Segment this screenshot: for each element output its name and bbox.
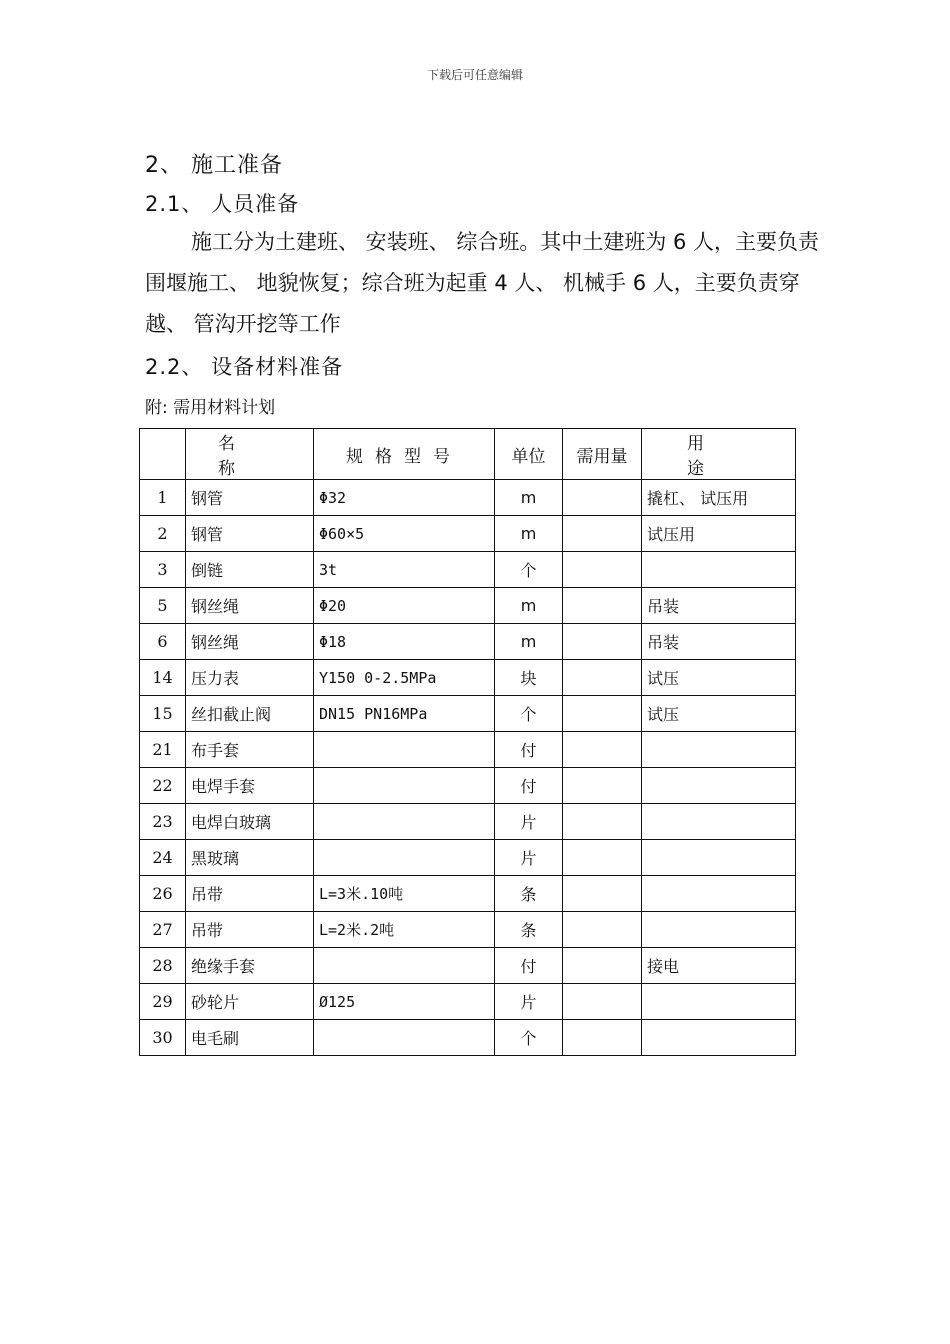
cell-name: 电焊手套 <box>186 768 314 804</box>
cell-no: 24 <box>140 840 186 876</box>
cell-name: 电焊白玻璃 <box>186 804 314 840</box>
cell-unit: m <box>495 588 563 624</box>
cell-spec <box>314 732 495 768</box>
table-row <box>140 840 796 876</box>
cell-spec: DN15 PN16MPa <box>314 696 495 732</box>
cell-qty <box>563 552 642 588</box>
cell-spec: Φ32 <box>314 480 495 516</box>
cell-name: 布手套 <box>186 732 314 768</box>
cell-name: 倒链 <box>186 552 314 588</box>
section-title: 2、 施工准备 <box>145 153 283 178</box>
cell-unit: m <box>495 516 563 552</box>
table-row <box>140 804 796 840</box>
cell-qty <box>563 624 642 660</box>
cell-no: 14 <box>140 660 186 696</box>
table-row <box>140 876 796 912</box>
cell-qty <box>563 840 642 876</box>
header-name: 名 称 <box>186 429 314 480</box>
cell-qty <box>563 1020 642 1056</box>
cell-use <box>642 912 796 948</box>
cell-spec <box>314 948 495 984</box>
cell-unit: 付 <box>495 948 563 984</box>
header-spec: 规格型号 <box>314 429 495 480</box>
cell-unit: 个 <box>495 552 563 588</box>
cell-no: 1 <box>140 480 186 516</box>
attachment-label: 附: 需用材料计划 <box>145 398 276 418</box>
cell-name: 电毛刷 <box>186 1020 314 1056</box>
table-row <box>140 948 796 984</box>
cell-unit: 个 <box>495 1020 563 1056</box>
cell-qty <box>563 876 642 912</box>
cell-use <box>642 984 796 1020</box>
table-row <box>140 768 796 804</box>
cell-use: 试压用 <box>642 516 796 552</box>
cell-spec: Ø125 <box>314 984 495 1020</box>
cell-no: 5 <box>140 588 186 624</box>
cell-unit: 块 <box>495 660 563 696</box>
cell-name: 砂轮片 <box>186 984 314 1020</box>
personnel-paragraph: 施工分为土建班、 安装班、 综合班。其中土建班为 6 人，主要负责围堰施工、 地貌恢复；综合班为起重 4 人、 机械手 6 人，主要负责穿越、 管沟开挖等工作 <box>145 230 820 336</box>
cell-use <box>642 876 796 912</box>
personnel-title: 2.1、 人员准备 <box>145 192 300 216</box>
table-row <box>140 696 796 732</box>
cell-spec: Φ18 <box>314 624 495 660</box>
cell-use: 接电 <box>642 948 796 984</box>
table-row <box>140 660 796 696</box>
cell-unit: 片 <box>495 804 563 840</box>
cell-no: 6 <box>140 624 186 660</box>
cell-unit: 付 <box>495 768 563 804</box>
cell-spec: 3t <box>314 552 495 588</box>
cell-no: 26 <box>140 876 186 912</box>
cell-no: 15 <box>140 696 186 732</box>
header-use: 用 途 <box>642 429 796 480</box>
cell-spec: Φ60×5 <box>314 516 495 552</box>
cell-unit: 片 <box>495 840 563 876</box>
cell-name: 钢丝绳 <box>186 624 314 660</box>
cell-spec: L=3米.10吨 <box>314 876 495 912</box>
cell-qty <box>563 588 642 624</box>
cell-no: 22 <box>140 768 186 804</box>
equipment-title: 2.2、 设备材料准备 <box>145 355 344 379</box>
cell-use: 撬杠、 试压用 <box>642 480 796 516</box>
cell-unit: m <box>495 480 563 516</box>
cell-no: 21 <box>140 732 186 768</box>
cell-use <box>642 768 796 804</box>
cell-name: 黑玻璃 <box>186 840 314 876</box>
table-body <box>140 480 796 1056</box>
cell-no: 28 <box>140 948 186 984</box>
cell-spec <box>314 768 495 804</box>
cell-no: 29 <box>140 984 186 1020</box>
cell-name: 吊带 <box>186 876 314 912</box>
cell-qty <box>563 948 642 984</box>
cell-unit: 付 <box>495 732 563 768</box>
cell-no: 3 <box>140 552 186 588</box>
cell-use: 吊装 <box>642 624 796 660</box>
table-row <box>140 516 796 552</box>
cell-use <box>642 1020 796 1056</box>
table-row <box>140 552 796 588</box>
cell-no: 27 <box>140 912 186 948</box>
cell-spec <box>314 1020 495 1056</box>
cell-name: 绝缘手套 <box>186 948 314 984</box>
cell-name: 钢丝绳 <box>186 588 314 624</box>
cell-name: 钢管 <box>186 516 314 552</box>
cell-qty <box>563 516 642 552</box>
table-header-row <box>140 429 796 480</box>
cell-unit: 条 <box>495 912 563 948</box>
cell-qty <box>563 660 642 696</box>
cell-qty <box>563 804 642 840</box>
cell-use <box>642 552 796 588</box>
cell-qty <box>563 768 642 804</box>
cell-unit: 片 <box>495 984 563 1020</box>
cell-name: 吊带 <box>186 912 314 948</box>
header-note: 下载后可任意编辑 <box>426 68 523 82</box>
cell-no: 23 <box>140 804 186 840</box>
table-row <box>140 912 796 948</box>
cell-qty <box>563 732 642 768</box>
table-row <box>140 1020 796 1056</box>
header-qty: 需用量 <box>563 429 642 480</box>
cell-use <box>642 840 796 876</box>
table-row <box>140 588 796 624</box>
cell-spec: Y150 0-2.5MPa <box>314 660 495 696</box>
table-row <box>140 732 796 768</box>
cell-qty <box>563 480 642 516</box>
cell-unit: 条 <box>495 876 563 912</box>
cell-use <box>642 804 796 840</box>
cell-no: 2 <box>140 516 186 552</box>
table-row <box>140 480 796 516</box>
cell-use: 吊装 <box>642 588 796 624</box>
header-no <box>140 429 186 480</box>
cell-spec <box>314 804 495 840</box>
cell-use: 试压 <box>642 660 796 696</box>
cell-use <box>642 732 796 768</box>
cell-name: 钢管 <box>186 480 314 516</box>
cell-no: 30 <box>140 1020 186 1056</box>
cell-name: 压力表 <box>186 660 314 696</box>
cell-qty <box>563 912 642 948</box>
cell-unit: m <box>495 624 563 660</box>
cell-spec <box>314 840 495 876</box>
materials-table <box>139 428 796 1056</box>
cell-qty <box>563 984 642 1020</box>
cell-spec: L=2米.2吨 <box>314 912 495 948</box>
cell-unit: 个 <box>495 696 563 732</box>
table-row <box>140 624 796 660</box>
table-row <box>140 984 796 1020</box>
cell-qty <box>563 696 642 732</box>
header-unit: 单位 <box>495 429 563 480</box>
cell-spec: Φ20 <box>314 588 495 624</box>
cell-name: 丝扣截止阀 <box>186 696 314 732</box>
cell-use: 试压 <box>642 696 796 732</box>
